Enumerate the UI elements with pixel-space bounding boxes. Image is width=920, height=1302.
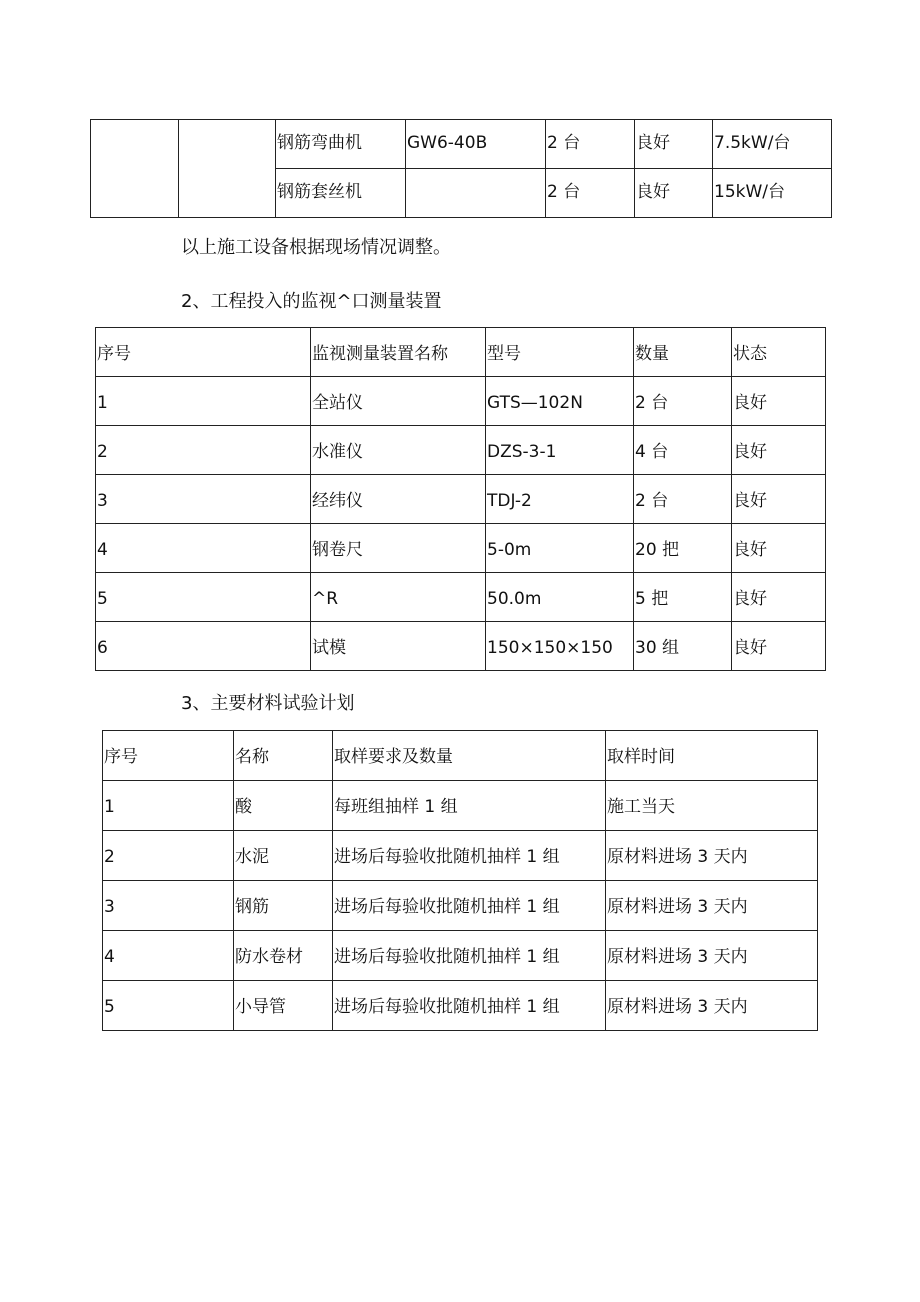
column-header: 序号: [103, 731, 234, 781]
table-cell: 2: [96, 426, 311, 475]
table-cell: 1: [96, 377, 311, 426]
table-cell: [91, 120, 179, 218]
table-cell: 5 把: [634, 573, 732, 622]
table-cell: 钢卷尺: [311, 524, 486, 573]
table-cell: 原材料进场 3 天内: [606, 931, 818, 981]
table-cell: 3: [96, 475, 311, 524]
table-cell: 30 组: [634, 622, 732, 671]
table-cell: 良好: [732, 377, 826, 426]
table-row: [103, 881, 818, 931]
table-row: [96, 524, 826, 573]
column-header: 名称: [234, 731, 333, 781]
table-cell: 良好: [732, 524, 826, 573]
section-3-title: 3、主要材料试验计划: [181, 693, 355, 714]
column-header: 型号: [486, 328, 634, 377]
table-cell: 进场后每验收批随机抽样 1 组: [333, 931, 606, 981]
equipment-power-cell: 7.5kW/台: [713, 120, 832, 169]
equipment-status-cell: 良好: [635, 169, 713, 218]
equipment-power-cell: 15kW/台: [713, 169, 832, 218]
table-cell: 水泥: [234, 831, 333, 881]
table-cell: 试模: [311, 622, 486, 671]
table-cell: 1: [103, 781, 234, 831]
equipment-quantity-cell: 2 台: [546, 169, 635, 218]
table-cell: 20 把: [634, 524, 732, 573]
table-row: [96, 475, 826, 524]
column-header: 状态: [732, 328, 826, 377]
column-header: 取样要求及数量: [333, 731, 606, 781]
table-cell: 良好: [732, 426, 826, 475]
table-cell: 6: [96, 622, 311, 671]
table-cell: 50.0m: [486, 573, 634, 622]
table-cell: 4 台: [634, 426, 732, 475]
column-header: 数量: [634, 328, 732, 377]
equipment-model-cell: [406, 169, 546, 218]
table-cell: 经纬仪: [311, 475, 486, 524]
table-cell: [179, 120, 276, 218]
table-cell: 钢筋: [234, 881, 333, 931]
equipment-quantity-cell: 2 台: [546, 120, 635, 169]
table-cell: 防水卷材: [234, 931, 333, 981]
table-cell: 施工当天: [606, 781, 818, 831]
column-header: 取样时间: [606, 731, 818, 781]
table-row: [103, 931, 818, 981]
table-header-row: [103, 731, 818, 781]
equipment-note: 以上施工设备根据现场情况调整。: [181, 237, 451, 258]
table-cell: GTS—102N: [486, 377, 634, 426]
table-cell: 酸: [234, 781, 333, 831]
table-cell: 每班组抽样 1 组: [333, 781, 606, 831]
table-cell: 5-0m: [486, 524, 634, 573]
table-cell: 良好: [732, 573, 826, 622]
table-row: [103, 781, 818, 831]
table-row: [96, 426, 826, 475]
column-header: 监视测量装置名称: [311, 328, 486, 377]
section-2-title: 2、工程投入的监视^口测量装置: [181, 291, 442, 312]
table-row: [96, 573, 826, 622]
table-cell: 进场后每验收批随机抽样 1 组: [333, 981, 606, 1031]
table-cell: 4: [103, 931, 234, 981]
table-header-row: [96, 328, 826, 377]
equipment-name-cell: 钢筋套丝机: [276, 169, 406, 218]
table-row: [103, 981, 818, 1031]
table-cell: 原材料进场 3 天内: [606, 831, 818, 881]
table-cell: 5: [103, 981, 234, 1031]
table-cell: 3: [103, 881, 234, 931]
table-cell: 5: [96, 573, 311, 622]
table-cell: 2 台: [634, 475, 732, 524]
equipment-name-cell: 钢筋弯曲机: [276, 120, 406, 169]
material-test-plan-table: [102, 730, 818, 1031]
table-cell: 进场后每验收批随机抽样 1 组: [333, 881, 606, 931]
equipment-status-cell: 良好: [635, 120, 713, 169]
table-cell: 2 台: [634, 377, 732, 426]
table-cell: 原材料进场 3 天内: [606, 981, 818, 1031]
table-cell: 良好: [732, 622, 826, 671]
measurement-devices-table: [95, 327, 826, 671]
table-cell: 良好: [732, 475, 826, 524]
table-cell: ^R: [311, 573, 486, 622]
table-row: [103, 831, 818, 881]
table-cell: 小导管: [234, 981, 333, 1031]
table-row: [96, 377, 826, 426]
table-cell: 全站仪: [311, 377, 486, 426]
equipment-table: [90, 119, 832, 218]
table-cell: 进场后每验收批随机抽样 1 组: [333, 831, 606, 881]
table-row: [91, 120, 832, 169]
table-cell: DZS-3-1: [486, 426, 634, 475]
table-cell: 150×150×150: [486, 622, 634, 671]
table-row: [96, 622, 826, 671]
table-cell: 水准仪: [311, 426, 486, 475]
table-cell: 4: [96, 524, 311, 573]
column-header: 序号: [96, 328, 311, 377]
table-cell: 2: [103, 831, 234, 881]
equipment-model-cell: GW6-40B: [406, 120, 546, 169]
table-cell: 原材料进场 3 天内: [606, 881, 818, 931]
table-cell: TDJ-2: [486, 475, 634, 524]
